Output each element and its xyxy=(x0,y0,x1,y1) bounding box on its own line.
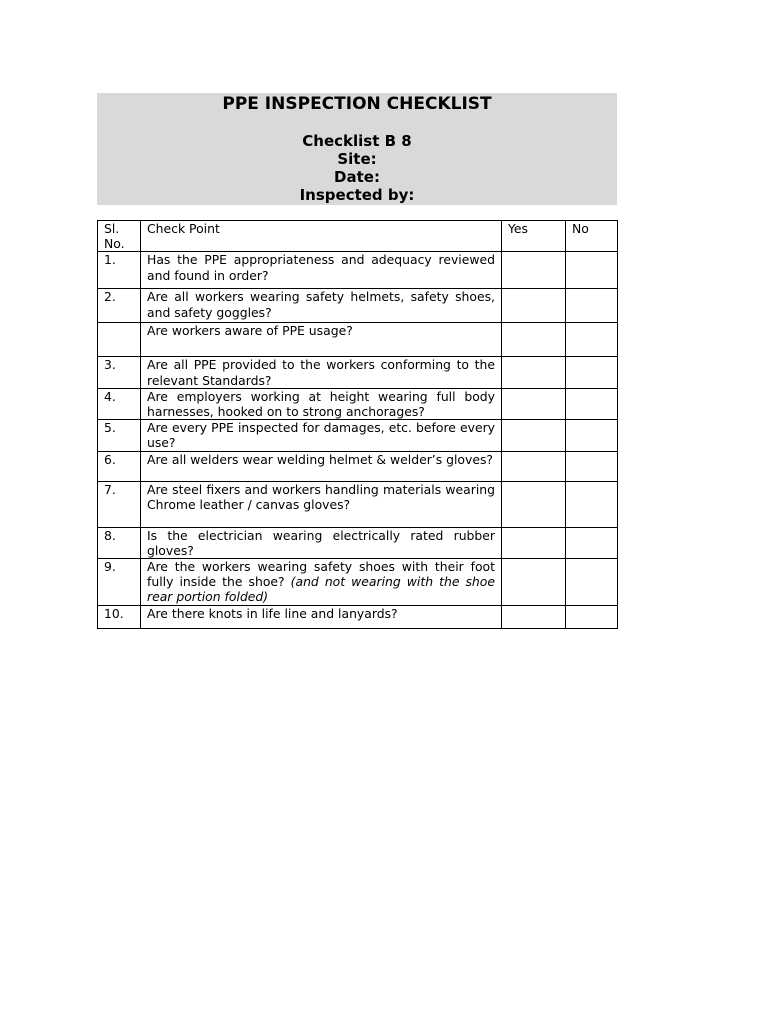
table-row xyxy=(98,559,618,606)
check-point-text: Are there knots in life line and lanyards? xyxy=(141,605,502,628)
yes-cell[interactable] xyxy=(502,323,566,357)
row-number: 10. xyxy=(98,605,141,628)
row-number: 6. xyxy=(98,451,141,481)
yes-cell[interactable] xyxy=(502,420,566,451)
table-row xyxy=(98,357,618,388)
row-number: 8. xyxy=(98,527,141,558)
check-point-text: Are all welders wear welding helmet & welder’s gloves? xyxy=(141,451,502,481)
date-label: Date: xyxy=(334,168,380,186)
row-number: 2. xyxy=(98,289,141,323)
check-point-text: Has the PPE appropriateness and adequacy reviewed and found in order? xyxy=(141,252,502,289)
table-row xyxy=(98,605,618,628)
check-point-text: Is the electrician wearing electrically rated rubber gloves? xyxy=(141,527,502,558)
column-header-sl-no: Sl. No. xyxy=(98,221,141,252)
table-row xyxy=(98,451,618,481)
table-row xyxy=(98,289,618,323)
yes-cell[interactable] xyxy=(502,252,566,289)
yes-cell[interactable] xyxy=(502,451,566,481)
no-cell[interactable] xyxy=(566,252,618,289)
site-label: Site: xyxy=(337,150,377,168)
no-cell[interactable] xyxy=(566,289,618,323)
table-row xyxy=(98,481,618,527)
yes-cell[interactable] xyxy=(502,605,566,628)
check-point-text: Are the workers wearing safety shoes with their foot fully inside the shoe? xyxy=(147,559,495,590)
no-cell[interactable] xyxy=(566,323,618,357)
check-point-cell xyxy=(141,559,502,606)
row-number: 9. xyxy=(98,559,141,606)
row-number: 3. xyxy=(98,357,141,388)
table-row xyxy=(98,323,618,357)
check-point-text: Are every PPE inspected for damages, etc. before every use? xyxy=(141,420,502,451)
no-cell[interactable] xyxy=(566,559,618,606)
table-row xyxy=(98,252,618,289)
column-header-no: No xyxy=(566,221,618,252)
table-row xyxy=(98,388,618,419)
no-cell[interactable] xyxy=(566,605,618,628)
no-cell[interactable] xyxy=(566,451,618,481)
row-number xyxy=(98,323,141,357)
yes-cell[interactable] xyxy=(502,357,566,388)
column-header-check-point: Check Point xyxy=(141,221,502,252)
column-header-yes: Yes xyxy=(502,221,566,252)
checklist-header xyxy=(97,93,617,205)
row-number: 1. xyxy=(98,252,141,289)
no-cell[interactable] xyxy=(566,357,618,388)
no-cell[interactable] xyxy=(566,481,618,527)
yes-cell[interactable] xyxy=(502,388,566,419)
checklist-number: Checklist B 8 xyxy=(302,132,412,150)
yes-cell[interactable] xyxy=(502,559,566,606)
yes-cell[interactable] xyxy=(502,481,566,527)
no-cell[interactable] xyxy=(566,527,618,558)
check-point-note: (and not wearing with the shoe rear portion folded) xyxy=(147,574,495,605)
check-point-text: Are all workers wearing safety helmets, safety shoes, and safety goggles? xyxy=(141,289,502,323)
check-point-text: Are workers aware of PPE usage? xyxy=(141,323,502,357)
check-point-text: Are steel fixers and workers handling materials wearing Chrome leather / canvas gloves? xyxy=(141,481,502,527)
table-header-row xyxy=(98,221,618,252)
row-number: 7. xyxy=(98,481,141,527)
yes-cell[interactable] xyxy=(502,289,566,323)
document-title: PPE INSPECTION CHECKLIST xyxy=(222,94,492,114)
checklist-table xyxy=(97,220,618,629)
no-cell[interactable] xyxy=(566,388,618,419)
table-row xyxy=(98,420,618,451)
row-number: 5. xyxy=(98,420,141,451)
inspected-by-label: Inspected by: xyxy=(299,186,415,204)
no-cell[interactable] xyxy=(566,420,618,451)
check-point-text: Are all PPE provided to the workers conforming to the relevant Standards? xyxy=(141,357,502,388)
check-point-text: Are employers working at height wearing full body harnesses, hooked on to strong anchorages? xyxy=(141,388,502,419)
table-row xyxy=(98,527,618,558)
row-number: 4. xyxy=(98,388,141,419)
yes-cell[interactable] xyxy=(502,527,566,558)
